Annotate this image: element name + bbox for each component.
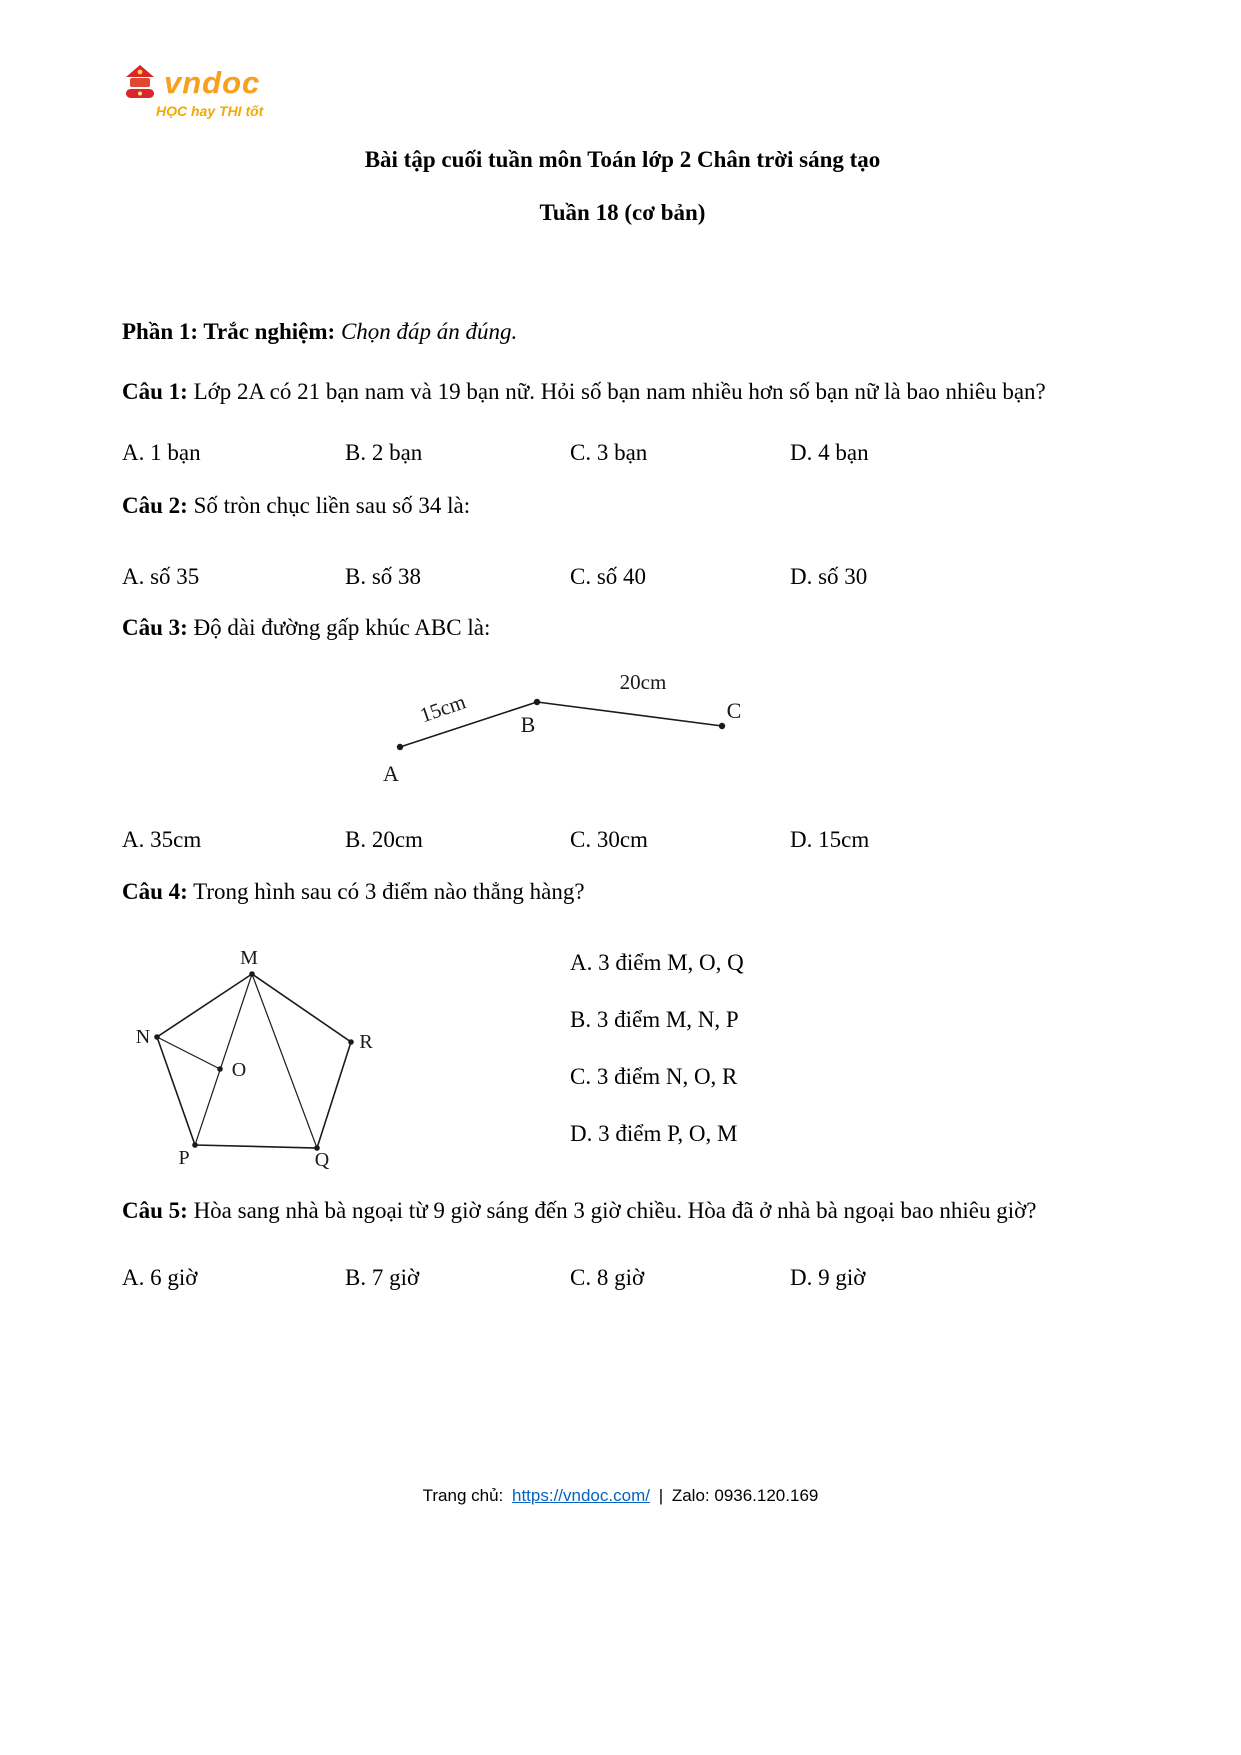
vndoc-tagline: HỌC hay THI tốt xyxy=(156,103,264,119)
question-2-option-d: D. số 30 xyxy=(790,564,868,589)
point-o-label: O xyxy=(231,1059,247,1081)
question-1-option-c: C. 3 bạn xyxy=(570,440,648,465)
question-2-option-a: A. số 35 xyxy=(122,564,200,589)
question-5-text xyxy=(122,1188,1123,1233)
question-1-text xyxy=(122,369,1123,414)
question-3-options xyxy=(122,817,1123,862)
point-m-label: M xyxy=(240,947,258,969)
question-1-label: Câu 1: xyxy=(122,379,188,404)
document-subtitle: Tuần 18 (cơ bản) xyxy=(539,200,706,225)
question-2-option-b: B. số 38 xyxy=(345,564,422,589)
question-3-text xyxy=(122,605,1123,650)
question-4-options xyxy=(570,934,744,1162)
question-4-option-a: A. 3 điểm M, O, Q xyxy=(570,950,744,975)
section-1-instruction: Chọn đáp án đúng. xyxy=(340,319,518,344)
question-1-option-b: B. 2 bạn xyxy=(345,440,423,465)
point-c-label: C xyxy=(726,698,742,723)
question-4-figure-row xyxy=(122,934,1123,1174)
question-2-label: Câu 2: xyxy=(122,493,188,518)
question-5-option-b: B. 7 giờ xyxy=(345,1265,420,1290)
vndoc-brand-text: vndoc xyxy=(164,65,261,100)
question-2-body: Số tròn chục liền sau số 34 là: xyxy=(193,493,471,518)
question-3-label: Câu 3: xyxy=(122,615,188,640)
vndoc-temple-icon xyxy=(122,64,158,102)
question-4-option-d: D. 3 điểm P, O, M xyxy=(570,1121,738,1146)
point-b-label: B xyxy=(520,712,536,737)
polyline-abc-figure xyxy=(377,658,847,793)
question-3-option-d: D. 15cm xyxy=(790,827,870,852)
point-n-label: N xyxy=(136,1026,151,1048)
question-5-option-c: C. 8 giờ xyxy=(570,1265,645,1290)
question-4-body: Trong hình sau có 3 điểm nào thẳng hàng? xyxy=(193,879,585,904)
question-4-text xyxy=(122,869,1123,914)
question-3-option-a: A. 35cm xyxy=(122,827,202,852)
segment-bc-length-label: 20cm xyxy=(619,670,667,694)
question-1-body: Lớp 2A có 21 bạn nam và 19 bạn nữ. Hỏi số bạn nam nhiều hơn số bạn nữ là bao nhiêu bạn? xyxy=(193,379,1046,404)
question-5-option-d: D. 9 giờ xyxy=(790,1265,866,1290)
point-q-label: Q xyxy=(314,1149,330,1171)
question-3-body: Độ dài đường gấp khúc ABC là: xyxy=(193,615,491,640)
question-4-label: Câu 4: xyxy=(122,879,188,904)
page-footer xyxy=(0,1486,1241,1506)
point-a-label: A xyxy=(383,761,399,786)
question-5-option-a: A. 6 giờ xyxy=(122,1265,198,1290)
question-2-text xyxy=(122,483,1123,528)
document-title: Bài tập cuối tuần môn Toán lớp 2 Chân trời sáng tạo xyxy=(364,147,881,172)
question-5-options xyxy=(122,1255,1123,1300)
vndoc-logo xyxy=(122,64,263,119)
footer-separator: | xyxy=(658,1486,664,1505)
pentagon-mnprq-figure xyxy=(136,934,466,1174)
section-1-label: Phần 1: Trắc nghiệm: xyxy=(122,319,336,344)
footer-zalo-number: Zalo: 0936.120.169 xyxy=(671,1486,819,1505)
point-p-label: P xyxy=(178,1147,190,1169)
question-4-option-c: C. 3 điểm N, O, R xyxy=(570,1064,738,1089)
question-1-option-a: A. 1 bạn xyxy=(122,440,201,465)
question-3-option-c: C. 30cm xyxy=(570,827,648,852)
question-3-option-b: B. 20cm xyxy=(345,827,423,852)
segment-ab-length-label: 15cm xyxy=(416,689,469,728)
question-2-option-c: C. số 40 xyxy=(570,564,647,589)
question-2-options xyxy=(122,554,1123,599)
question-4-option-b: B. 3 điểm M, N, P xyxy=(570,1007,739,1032)
point-r-label: R xyxy=(359,1031,373,1053)
question-1-options xyxy=(122,430,1123,475)
footer-home-label: Trang chủ: xyxy=(422,1486,504,1505)
section-1-heading xyxy=(122,309,1123,354)
question-5-body: Hòa sang nhà bà ngoại từ 9 giờ sáng đến 3 giờ chiều. Hòa đã ở nhà bà ngoại bao nhiêu giờ? xyxy=(193,1198,1037,1223)
question-1-option-d: D. 4 bạn xyxy=(790,440,869,465)
footer-home-link[interactable]: https://vndoc.com/ xyxy=(512,1486,650,1505)
question-5-label: Câu 5: xyxy=(122,1198,188,1223)
